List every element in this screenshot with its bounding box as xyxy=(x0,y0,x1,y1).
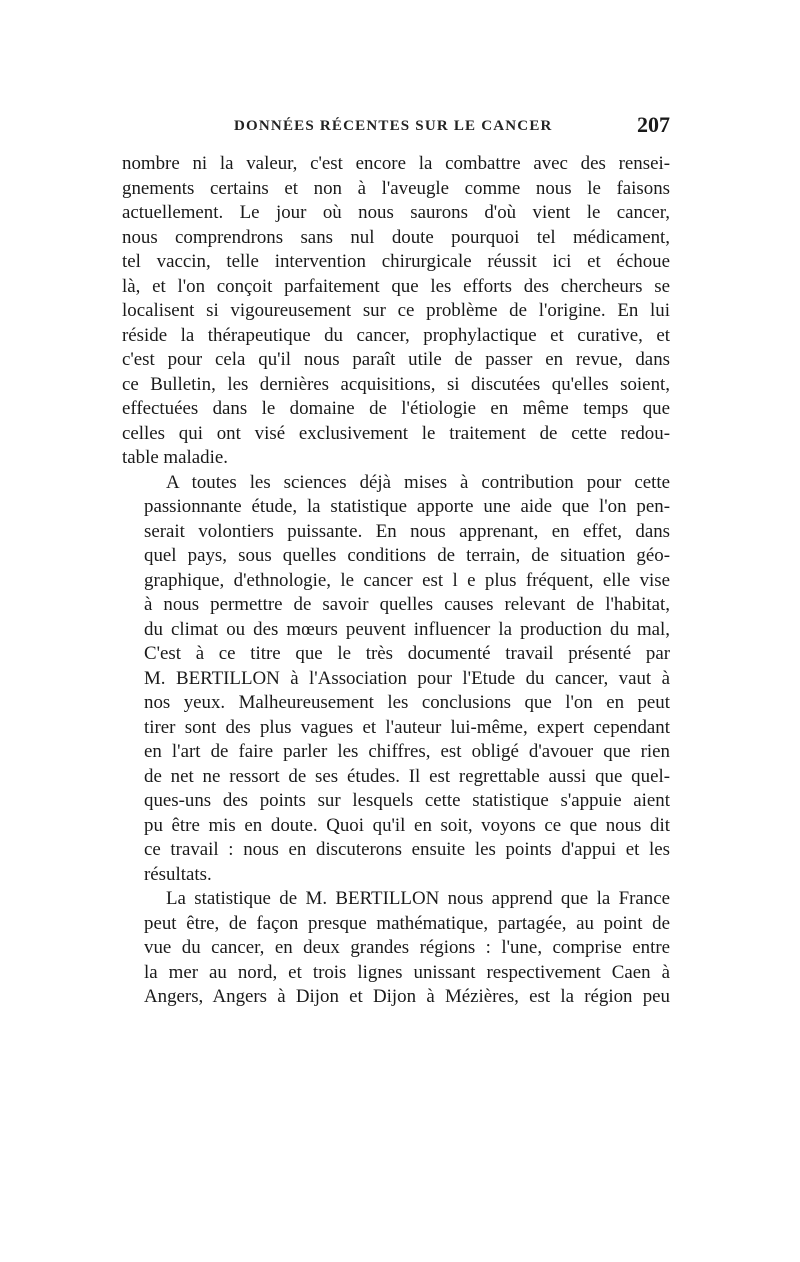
text-line: gnements certains et non à l'aveugle comme nous le faisons xyxy=(122,177,670,199)
running-head-title: DONNÉES RÉCENTES SUR LE CANCER xyxy=(234,118,553,134)
text-line: celles qui ont visé exclusivement le traitement de cette redou- xyxy=(122,422,670,444)
text-line: M. BERTILLON à l'Association pour l'Etude du cancer, vaut à xyxy=(144,667,670,689)
paragraph-2 xyxy=(122,471,670,888)
text-line: réside la thérapeutique du cancer, prophylactique et curative, et xyxy=(122,324,670,346)
text-line: table maladie. xyxy=(122,447,228,468)
text-line: effectuées dans le domaine de l'étiologie en même temps que xyxy=(122,398,670,419)
text-line: pu être mis en doute. Quoi qu'il en soit, voyons ce que nous dit xyxy=(144,814,670,836)
text-line: serait volontiers puissante. En nous apprenant, en effet, dans xyxy=(144,520,670,542)
text-line: ce Bulletin, les dernières acquisitions, si discutées qu'elles soient, xyxy=(122,373,670,395)
text-line: tirer sont des plus vagues et l'auteur lui-même, expert cependant xyxy=(144,716,670,738)
text-line: ce travail : nous en discuterons ensuite les points d'appui et les xyxy=(144,839,670,860)
text-line: vue du cancer, en deux grandes régions : l'une, comprise entre xyxy=(144,937,670,958)
text-line: ques-uns des points sur lesquels cette statistique s'appuie aient xyxy=(144,790,670,811)
text-line: graphique, d'ethnologie, le cancer est l e plus fréquent, elle vise xyxy=(144,569,670,591)
text-line: la mer au nord, et trois lignes unissant respectivement Caen à xyxy=(144,961,670,983)
text-line: quel pays, sous quelles conditions de terrain, de situation géo- xyxy=(144,545,670,566)
book-page xyxy=(122,108,670,1010)
text-line: La statistique de M. BERTILLON nous apprend que la France xyxy=(166,888,670,909)
text-line: résultats. xyxy=(144,863,212,885)
text-line: C'est à ce titre que le très documenté travail présenté par xyxy=(144,643,670,664)
body-text xyxy=(122,152,670,1010)
text-line: localisent si vigoureusement sur ce problème de l'origine. En lui xyxy=(122,300,670,321)
text-line: nombre ni la valeur, c'est encore la combattre avec des rensei- xyxy=(122,153,670,174)
page-number: 207 xyxy=(637,112,670,137)
text-line: passionnante étude, la statistique apporte une aide que l'on pen- xyxy=(144,496,670,517)
text-line: de net ne ressort de ses études. Il est regrettable aussi que quel- xyxy=(144,765,670,787)
text-line: Angers, Angers à Dijon et Dijon à Mézières, est la région peu xyxy=(144,986,670,1007)
text-line: à nous permettre de savoir quelles causes relevant de l'habitat, xyxy=(144,594,670,615)
text-line: nos yeux. Malheureusement les conclusions que l'on en peut xyxy=(144,692,670,713)
running-head xyxy=(122,108,670,148)
paragraph-1 xyxy=(122,152,670,471)
text-line: actuellement. Le jour où nous saurons d'où vient le cancer, xyxy=(122,202,670,223)
text-line: A toutes les sciences déjà mises à contribution pour cette xyxy=(166,471,670,493)
text-line: nous comprendrons sans nul doute pourquoi tel médicament, xyxy=(122,226,670,248)
text-line: peut être, de façon presque mathématique, partagée, au point de xyxy=(144,912,670,934)
text-line: en l'art de faire parler les chiffres, est obligé d'avouer que rien xyxy=(144,741,670,762)
text-line: du climat ou des mœurs peuvent influencer la production du mal, xyxy=(144,618,670,640)
text-line: c'est pour cela qu'il nous paraît utile de passer en revue, dans xyxy=(122,349,670,370)
text-line: là, et l'on conçoit parfaitement que les efforts des chercheurs se xyxy=(122,275,670,297)
paragraph-3 xyxy=(122,887,670,1010)
text-line: tel vaccin, telle intervention chirurgicale réussit ici et échoue xyxy=(122,251,670,272)
